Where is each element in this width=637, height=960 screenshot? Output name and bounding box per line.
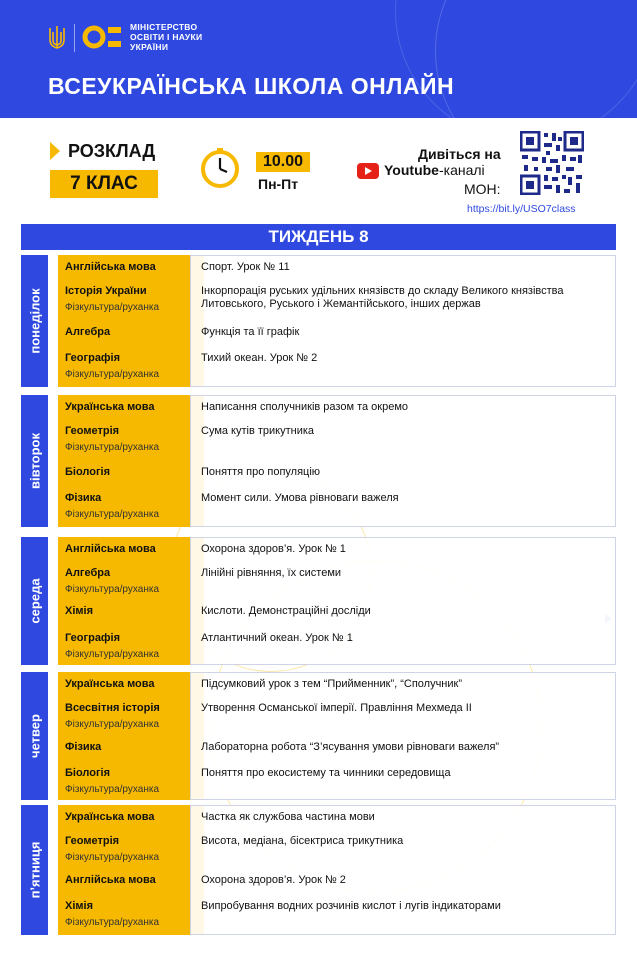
pe-break-label: Фізкультура/руханка: [65, 509, 159, 520]
lesson-topic: Тихий океан. Урок № 2: [201, 352, 318, 364]
subject-name: Географія: [65, 352, 121, 364]
subject-name: Алгебра: [65, 326, 111, 338]
topics-column: [190, 255, 616, 387]
lesson-topic: Охорона здоров’я. Урок № 2: [201, 874, 346, 886]
ministry-line: УКРАЇНИ: [130, 42, 169, 52]
arrow-right-icon: [50, 142, 60, 160]
topics-column: [190, 805, 616, 935]
lesson-topic: Функція та її графік: [201, 326, 300, 338]
lesson-topic: Спорт. Урок № 11: [201, 261, 290, 273]
subjects-column: [58, 255, 204, 387]
watch-channel-text: [384, 162, 485, 178]
page-title: ВСЕУКРАЇНСЬКА ШКОЛА ОНЛАЙН: [48, 73, 455, 99]
pe-break-label: Фізкультура/руханка: [65, 649, 159, 660]
channel-suffix: -каналі: [438, 162, 485, 178]
day-block: [21, 537, 616, 665]
subject-name: Біологія: [65, 466, 111, 478]
day-name: п’ятниця: [27, 841, 42, 899]
youtube-icon: [357, 163, 379, 179]
week-header: ТИЖДЕНЬ 8: [21, 224, 616, 250]
lesson-topic: Сума кутів трикутника: [201, 425, 315, 437]
pe-break-label: Фізкультура/руханка: [65, 369, 159, 380]
lesson-topic: Висота, медіана, бісектриса трикутника: [201, 835, 404, 847]
day-name: вівторок: [27, 433, 42, 489]
lesson-topic: Частка як службова частина мови: [201, 811, 375, 823]
lesson-topic: Кислоти. Демонстраційні досліди: [201, 605, 371, 617]
lesson-topic: Написання сполучників разом та окремо: [201, 401, 409, 413]
day-label: [21, 672, 48, 800]
subject-name: Українська мова: [65, 678, 155, 690]
subject-name: Англійська мова: [65, 874, 156, 886]
watch-mon-text: МОН:: [464, 181, 501, 197]
day-label: [21, 805, 48, 935]
lesson-topic: Охорона здоров’я. Урок № 1: [201, 543, 346, 555]
subject-name: Хімія: [65, 900, 94, 912]
subject-name: Англійська мова: [65, 261, 156, 273]
subject-name: Фізика: [65, 741, 102, 753]
day-name: середа: [27, 578, 42, 624]
channel-link[interactable]: https://bit.ly/USO7class: [467, 203, 576, 215]
subject-name: Геометрія: [65, 835, 120, 847]
clock-icon: [200, 148, 240, 188]
lesson-topic: Підсумковий урок з тем “Прийменник”, “Сполучник”: [201, 678, 463, 690]
pe-break-label: Фізкультура/руханка: [65, 584, 159, 595]
class-badge: 7 КЛАС: [50, 170, 158, 198]
day-label: [21, 255, 48, 387]
subject-name: Геометрія: [65, 425, 120, 437]
subjects-column: [58, 805, 204, 935]
topics-column: [190, 672, 616, 800]
subjects-column: [58, 537, 204, 665]
lesson-topic: Лабораторна робота “З’ясування умови рівноваги важеля”: [201, 741, 500, 753]
ministry-name: [130, 22, 202, 52]
pe-break-label: Фізкультура/руханка: [65, 852, 159, 863]
subject-name: Алгебра: [65, 567, 111, 579]
subject-name: Біологія: [65, 767, 111, 779]
days-range: Пн-Пт: [258, 176, 299, 192]
lesson-topic: Поняття про екосистему та чинники середовища: [201, 767, 451, 779]
pe-break-label: Фізкультура/руханка: [65, 917, 159, 928]
youtube-brand: Youtube: [384, 162, 439, 178]
subject-name: Географія: [65, 632, 121, 644]
subject-name: Англійська мова: [65, 543, 156, 555]
ministry-line: ОСВІТИ І НАУКИ: [130, 32, 203, 42]
lesson-topic: Утворення Османської імперії. Правління Мехмеда II: [201, 702, 472, 714]
pe-break-label: Фізкультура/руханка: [65, 719, 159, 730]
watch-text: Дивіться на: [418, 146, 501, 162]
day-label: [21, 537, 48, 665]
qr-code-icon: [520, 131, 584, 195]
subject-name: Фізика: [65, 492, 102, 504]
day-block: [21, 805, 616, 935]
subjects-column: [58, 672, 204, 800]
ministry-logo-icon: [82, 24, 124, 50]
time-badge: 10.00: [256, 152, 310, 172]
header-banner: [0, 0, 637, 118]
lesson-topic: Поняття про популяцію: [201, 466, 321, 478]
subject-name: Історія України: [65, 285, 147, 297]
topics-column: [190, 537, 616, 665]
lesson-topic: Атлантичний океан. Урок № 1: [201, 632, 353, 644]
day-name: понеділок: [27, 288, 42, 354]
lesson-topic: Інкорпорація руських удільних князівств до складу Великого князівства Литовського, Руського і Жемантійського, інших держав: [201, 285, 564, 310]
day-block: [21, 672, 616, 800]
lesson-topic: Момент сили. Умова рівноваги важеля: [201, 492, 399, 504]
subject-name: Українська мова: [65, 401, 155, 413]
subjects-column: [58, 395, 204, 527]
lesson-topic: Лінійні рівняння, їх системи: [201, 567, 342, 579]
schedule-label: РОЗКЛАД: [68, 141, 156, 161]
decor-circle: [395, 0, 637, 118]
topics-column: [190, 395, 616, 527]
pe-break-label: Фізкультура/руханка: [65, 442, 159, 453]
ministry-line: МІНІСТЕРСТВО: [130, 22, 198, 32]
pe-break-label: Фізкультура/руханка: [65, 302, 159, 313]
pe-break-label: Фізкультура/руханка: [65, 784, 159, 795]
header-divider: [74, 24, 75, 52]
lesson-topic: Випробування водних розчинів кислот і лугів індикаторами: [201, 900, 501, 912]
subject-name: Українська мова: [65, 811, 155, 823]
day-name: четвер: [27, 714, 42, 758]
day-block: [21, 255, 616, 387]
day-block: [21, 395, 616, 527]
trident-icon: [48, 26, 66, 50]
day-label: [21, 395, 48, 527]
subject-name: Всесвітня історія: [65, 702, 160, 714]
subject-name: Хімія: [65, 605, 94, 617]
